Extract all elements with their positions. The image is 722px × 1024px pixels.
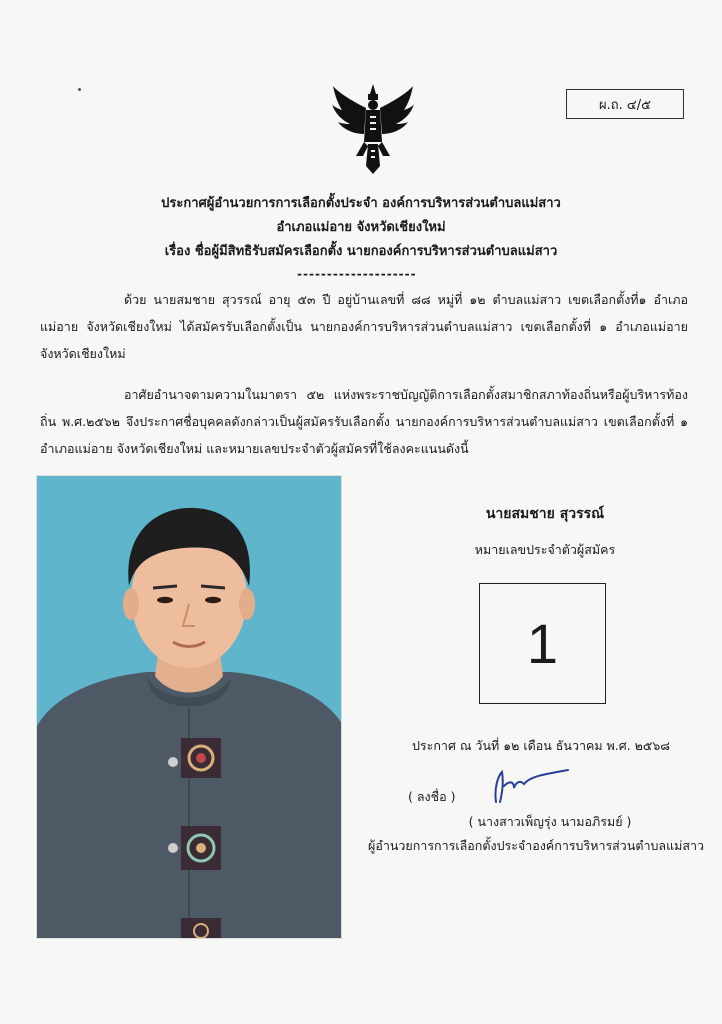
form-code-box: ผ.ถ. ๔/๕	[566, 89, 684, 119]
announcement-heading-line2: อำเภอแม่อาย จังหวัดเชียงใหม่	[276, 220, 446, 235]
signer-title: ผู้อำนวยการการเลือกตั้งประจำองค์การบริหารส่วนตำบลแม่สาว	[368, 838, 705, 853]
body-paragraph-1: ด้วย นายสมชาย สุวรรณ์ อายุ ๕๓ ปี อยู่บ้านเลขที่ ๘๘ หมู่ที่ ๑๒ ตำบลแม่สาว เขตเลือกตั้งที่๑ อำเภอแม่อาย จังหวัดเชียงใหม่ ได้สมัครรับเลือกตั้งเป็น นายกองค์การบริหารส่วนตำบลแม่สาว เขตเลือกตั้งที่ ๑ อำเภอแม่อาย จังหวัดเชียงใหม่	[40, 292, 688, 361]
announcement-heading-line1: ประกาศผู้อำนวยการการเลือกตั้งประจำ องค์การบริหารส่วนตำบลแม่สาว	[161, 196, 561, 211]
candidate-photo	[37, 476, 341, 938]
garuda-emblem-icon	[330, 82, 416, 176]
heading-divider: --------------------	[297, 267, 417, 281]
candidate-number-box: 1	[479, 583, 606, 704]
announcement-subject: เรื่อง ชื่อผู้มีสิทธิรับสมัครเลือกตั้ง นายกองค์การบริหารส่วนตำบลแม่สาว	[164, 244, 558, 259]
candidate-number-label: หมายเลขประจำตัวผู้สมัคร	[474, 542, 616, 557]
scan-speck	[78, 88, 81, 91]
handwritten-signature	[486, 764, 572, 806]
signer-name: ( นางสาวเพ็ญรุ่ง นามอภิรมย์ )	[468, 814, 632, 829]
announcement-date: ประกาศ ณ วันที่ ๑๒ เดือน ธันวาคม พ.ศ. ๒๕๖๘	[412, 738, 670, 753]
signed-label: ( ลงชื่อ )	[408, 789, 456, 804]
candidate-name: นายสมชาย สุวรรณ์	[485, 506, 605, 522]
body-paragraph-2: อาศัยอำนาจตามความในมาตรา ๕๒ แห่งพระราชบัญญัติการเลือกตั้งสมาชิกสภาท้องถิ่นหรือผู้บริหารท้องถิ่น พ.ศ.๒๕๖๒ จึงประกาศชื่อบุคคลดังกล่าวเป็นผู้สมัครรับเลือกตั้ง นายกองค์การบริหารส่วนตำบลแม่สาว เขตเลือกตั้งที่ ๑ อำเภอแม่อาย จังหวัดเชียงใหม่ และหมายเลขประจำตัวผู้สมัครที่ใช้ลงคะแนนดังนี้	[40, 387, 688, 456]
